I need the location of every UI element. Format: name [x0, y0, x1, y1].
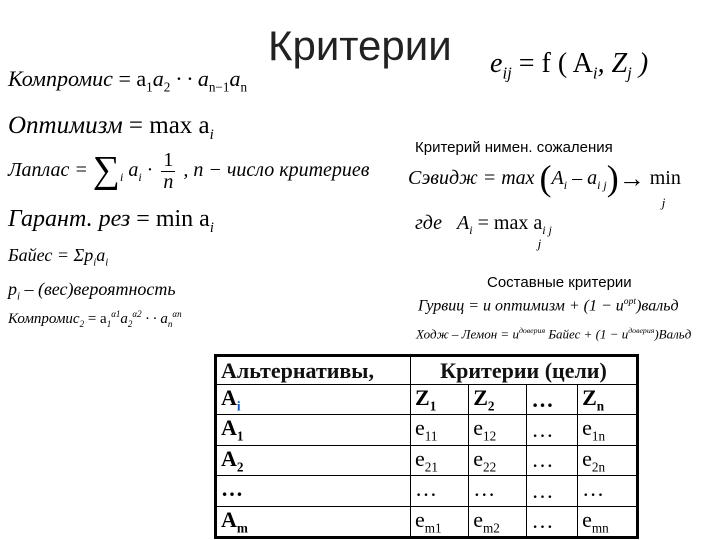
formula-optimism: Оптимизм = $\max a_i$: [8, 112, 214, 143]
cell-dots: …: [527, 385, 578, 415]
cell-z1: $Z_1$: [411, 385, 469, 415]
formula-eij: $e_{ij} = f$ ( $A_i$, $Z_j$ ): [490, 48, 649, 83]
formula-guarantee: Гарант. рез = $\min a_i$: [8, 206, 214, 236]
formula-savage: Сэвидж = $\max (A_i - a_{i j})\to \min$ j: [408, 158, 681, 210]
header-criteria: Критерии (цели): [411, 356, 638, 385]
optimism-label: Оптимизм: [8, 112, 123, 139]
formula-laplace: Лаплас = $\sum_i$ $a_i$ · $\frac{1}{n}$ , n − число критериев: [8, 149, 370, 193]
formula-compromise: Компромис = $a_1a_2$ · · $a_{n-1}a_n$: [8, 66, 248, 95]
table-subheader-row: [216, 385, 638, 415]
regret-criterion-heading: Критерий нимен. сожаления: [415, 139, 613, 156]
formula-weights: $p_i$ – (вес)вероятность: [8, 279, 176, 303]
table-row: $A_1$ $e_{11}$ $e_{12}$ … $e_{1n}$: [216, 415, 638, 445]
cell-z2: $Z_2$: [469, 385, 527, 415]
compromise-label: Компромис: [8, 66, 113, 91]
formula-hurwicz: Гурвиц = u оптимизм + $(1 - u^{opt})вальд$: [418, 296, 679, 315]
composite-criteria-heading: Составные критерии: [487, 274, 632, 291]
cell-ai: $A_i$: [216, 385, 411, 415]
table-row: … … … … …: [216, 476, 638, 506]
slide-title: Критерии: [268, 22, 452, 69]
cell-zn: $Z_n$: [578, 385, 638, 415]
table-header-row: [216, 356, 638, 385]
formula-bayes: Байес = $\Sigma p_ia_i$: [8, 245, 109, 269]
alternatives-criteria-table: [214, 354, 639, 539]
header-alternatives: Альтернативы,: [216, 356, 411, 385]
formula-hodges-lehmann: Ходж – Лемон = $u^{доверия}$ Байес + $(1 - u^{доверия})Вальд$: [416, 326, 692, 342]
table-row: $A_m$ $e_{m1}$ $e_{m2}$ … $e_{mn}$: [216, 506, 638, 537]
formula-compromise-2: Компромис$_2$ = $a_1^{\alpha 1}a_2^{\alpha 2}$ · · $a_n^{\alpha n}$: [8, 309, 182, 329]
formula-where: где $A_i = \max a$ j $_{i j}$: [415, 212, 552, 251]
table-row: $A_2$ $e_{21}$ $e_{22}$ … $e_{2n}$: [216, 445, 638, 475]
